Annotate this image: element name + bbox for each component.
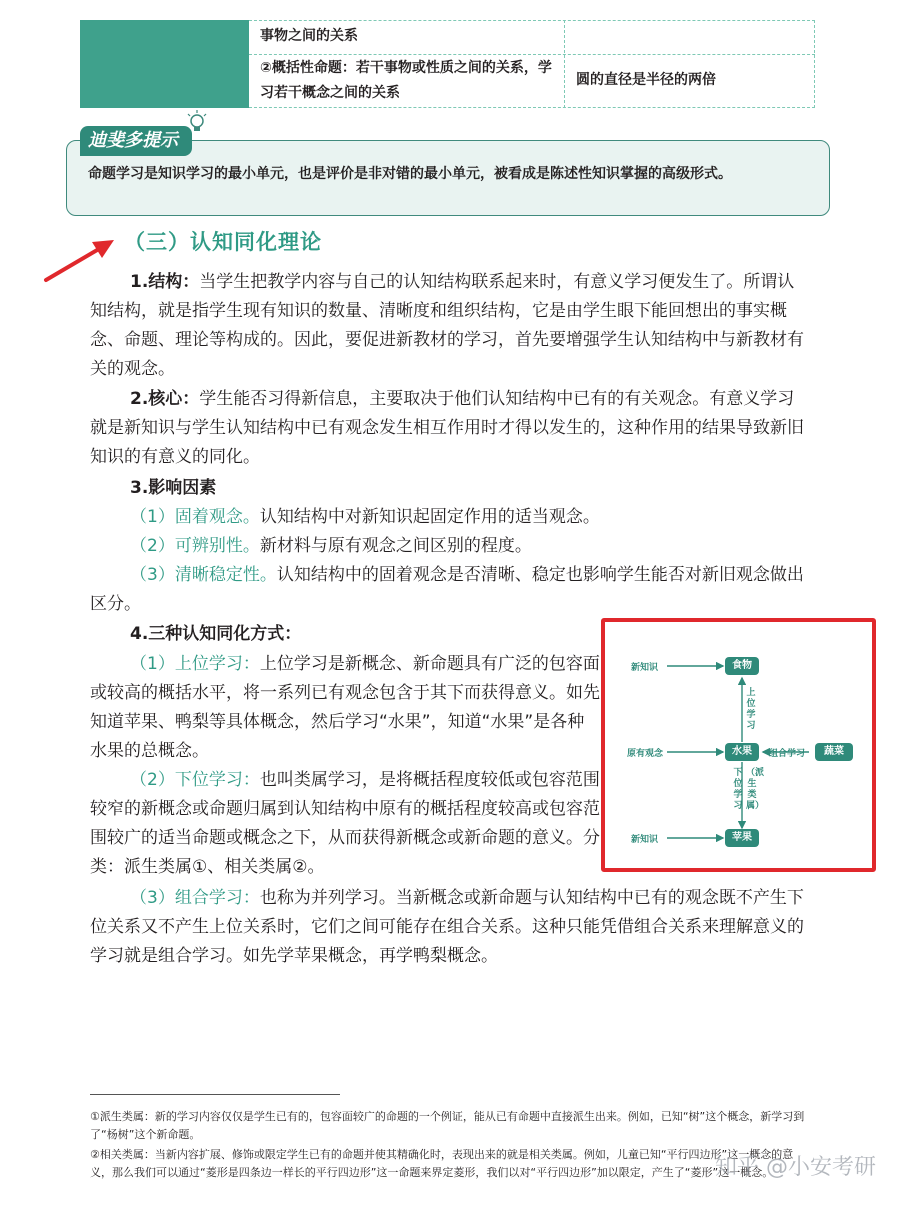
subordinate-paragraph — [90, 766, 600, 882]
combinational-term: （3）组合学习： — [130, 888, 260, 908]
structure-text: 当学生把教学内容与自己的认知结构联系起来时，有意义学习便发生了。所谓认知结构，就是指学生现有知识的数量、清晰度和组织结构，它是由学生眼下能回想出的事实概念、命题、理论等构成的。因此，要促进新教材的学习，首先要增强学生认知结构中与新教材有关的观念。 — [90, 272, 804, 379]
diagram-label-superordinate: 上位学习 — [746, 688, 756, 731]
core-text: 学生能否习得新信息，主要取决于他们认知结构中已有的有关观念。有意义学习就是新知识与学生认知结构中已有观念发生相互作用时才得以发生的，这种作用的结果导致新旧知识的有意义的同化。 — [90, 389, 804, 467]
combinational-paragraph — [90, 884, 806, 971]
table-cell: 圆的直径是半径的两倍 — [576, 72, 716, 88]
table-cell: 事物之间的关系 — [260, 28, 358, 44]
factor-desc: 认知结构中的固着观念是否清晰、稳定也影响学生能否对新旧观念做出区分。 — [90, 565, 804, 614]
core-label: 2.核心： — [130, 389, 200, 409]
table-cell: ②概括性命题：若干事物或性质之间的关系，学习若干概念之间的关系 — [260, 60, 552, 101]
diagram-node-fruit: 水果 — [725, 743, 759, 761]
table-left-column — [80, 20, 249, 108]
tip-text: 命题学习是知识学习的最小单元，也是评价是非对错的最小单元，被看成是陈述性知识掌握的高级形式。 — [88, 166, 732, 182]
core-paragraph — [90, 385, 806, 472]
structure-label: 1.结构： — [130, 272, 200, 292]
factor-term: （1）固着观念。 — [130, 507, 260, 527]
assimilation-diagram — [601, 618, 876, 872]
factor-item — [90, 503, 806, 532]
diagram-node-apple: 苹果 — [725, 829, 759, 847]
factor-term: （3）清晰稳定性。 — [130, 565, 277, 585]
diagram-label-existing: 原有观念 — [627, 749, 664, 759]
factor-desc: 认知结构中对新知识起固定作用的适当观念。 — [259, 507, 600, 527]
diagram-label-derived: （派生类属） — [746, 768, 765, 811]
modes-heading: 4.三种认知同化方式： — [130, 624, 302, 644]
section-title: （三）认知同化理论 — [124, 230, 322, 254]
factor-term: （2）可辨别性。 — [130, 536, 260, 556]
footnote-divider — [90, 1094, 340, 1095]
structure-paragraph — [90, 268, 806, 384]
superordinate-paragraph — [90, 650, 600, 766]
factor-desc: 新材料与原有观念之间区别的程度。 — [259, 536, 532, 556]
table-border — [249, 54, 815, 55]
concept-table — [80, 20, 815, 108]
diagram-label-new-knowledge-top: 新知识 — [631, 663, 659, 673]
table-border — [814, 20, 815, 108]
superordinate-term: （1）上位学习： — [130, 654, 260, 674]
diagram-label-new-knowledge-bottom: 新知识 — [631, 835, 659, 845]
factor-item — [90, 561, 806, 619]
superordinate-desc: 上位学习是新概念、新命题具有广泛的包容面或较高的概括水平，将一系列已有观念包含于其下而获得意义。如先知道苹果、鸭梨等具体概念，然后学习“水果”，知道“水果”是各种水果的总概念。 — [90, 654, 600, 761]
diagram-node-vegetable: 蔬菜 — [815, 743, 853, 761]
tip-tab: 迪斐多提示 — [80, 126, 192, 156]
footnote-1: ①派生类属：新的学习内容仅仅是学生已有的，包容面较广的命题的一个例证，能从已有命题中直接派生出来。例如，已知“树”这个概念，新学习到了“杨树”这个新命题。 — [90, 1110, 805, 1141]
subordinate-term: （2）下位学习： — [130, 770, 260, 790]
subordinate-desc: 也叫类属学习，是将概括程度较低或包容范围较窄的新概念或命题归属到认知结构中原有的概括程度较高或包容范围较广的适当命题或概念之下，从而获得新概念或新命题的意义。分类：派生类属①、相关类属②。 — [90, 770, 600, 877]
diagram-label-subordinate: 下位学习 — [733, 768, 743, 811]
table-border — [249, 107, 815, 108]
footnote-2: ②相关类属：当新内容扩展、修饰或限定学生已有的命题并使其精确化时，表现出来的就是相关类属。例如，儿童已知“平行四边形”这一概念的意义，那么我们可以通过“菱形是四条边一样长的平行四边形”这一命题来界定菱形，我们以对“平行四边形”加以限定，产生了“菱形”这一概念。 — [90, 1148, 794, 1179]
combinational-desc: 也称为并列学习。当新概念或新命题与认知结构中已有的观念既不产生下位关系又不产生上位关系时，它们之间可能存在组合关系。这种只能凭借组合关系来理解意义的学习就是组合学习。如先学苹果概念，再学鸭梨概念。 — [90, 888, 804, 966]
table-border — [564, 20, 565, 108]
factors-heading: 3.影响因素 — [130, 478, 217, 498]
diagram-label-combinational: 组合学习 — [769, 749, 806, 759]
watermark: 知乎 @小安考研 — [715, 1155, 876, 1180]
lightbulb-icon — [186, 110, 208, 136]
factor-item — [90, 532, 806, 561]
diagram-node-food: 食物 — [725, 657, 759, 675]
table-border — [249, 20, 815, 21]
